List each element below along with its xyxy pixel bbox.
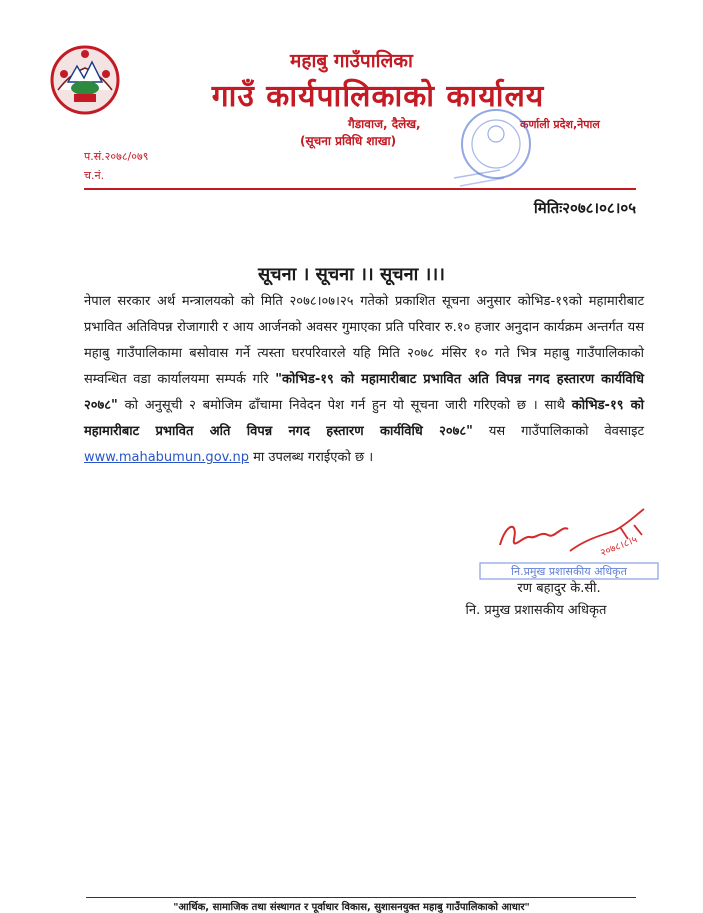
notice-date: मितिः२०७८।०८।०५ (533, 199, 636, 217)
office-name: गाउँ कार्यपालिकाको कार्यालय (211, 79, 545, 114)
handwritten-date: २०७८।८।५ (599, 534, 640, 560)
office-stamp-icon (440, 108, 540, 190)
reference-number: प.सं.२०७८/०७९ (84, 150, 149, 163)
signature-and-stamp-icon (470, 505, 660, 585)
notice-title: सूचना । सूचना ।। सूचना ।।। (257, 264, 445, 285)
notice-bold-text-2: कोभिड-१९ को महामारीबाट प्रभावित अति विपन्न नगद हस्तारण कार्यविधि २०७८" (84, 398, 645, 439)
notice-text-part-2: को अनुसूची २ बमोजिम ढाँचामा निवेदन पेश गर्न हुन यो सूचना जारी गरिएको छ । साथै (117, 398, 572, 413)
notice-text-part-3: यस गाउँपालिकाको वेवसाइट (472, 424, 645, 439)
website-link[interactable]: www.mahabumun.gov.np (84, 450, 249, 465)
office-address: गैडावाज, दैलेख, (348, 117, 421, 131)
province-name: कर्णाली प्रदेश,नेपाल (520, 118, 600, 131)
footer-divider (86, 897, 636, 898)
department-name: (सूचना प्रविधि शाखा) (300, 134, 397, 148)
notice-bold-text-1: "कोभिड-१९ को महामारीबाट प्रभावित अति विपन्न नगद हस्तारण कार्यविधि २०७८" (84, 372, 644, 413)
signatory-name: रण बहादुर के.सी. (517, 581, 601, 596)
header-divider (84, 188, 636, 190)
stamp-title-text: नि.प्रमुख प्रशासकीय अधिकृत (511, 565, 627, 578)
dispatch-number: च.नं. (84, 169, 105, 182)
notice-body (84, 289, 644, 471)
notice-text-part-4: मा उपलब्ध गराईएको छ । (248, 450, 374, 465)
notice-text-part-1: नेपाल सरकार अर्थ मन्त्रालयको को मिति २०७८।०७।२५ गतेको प्रकाशित सूचना अनुसार कोभिड-१९को महामारीबाट प्रभावित अतिविपन्न रोजागारी र आय आर्जनको अवसर गुमाएका प्रति परिवार रु.१० हजार अनुदान कार्यक्रम अन्तर्गत यस महाबु गाउँपालिकामा बसोवास गर्ने त्यस्ता घरपरिवारले यहि मिति २०७८ मंसिर १० गते भित्र महाबु गाउँपालिकाको सम्वन्धित वडा कार्यालयमा सम्पर्क गरि (84, 294, 644, 387)
footer-slogan: "आर्थिक, सामाजिक तथा संस्थागत र पूर्वाधार विकास, सुशासनयुक्त महाबु गाउँपालिकाको आधार" (173, 902, 530, 913)
municipality-name: महाबु गाउँपालिका (290, 50, 413, 72)
signatory-designation: नि. प्रमुख प्रशासकीय अधिकृत (465, 603, 607, 618)
